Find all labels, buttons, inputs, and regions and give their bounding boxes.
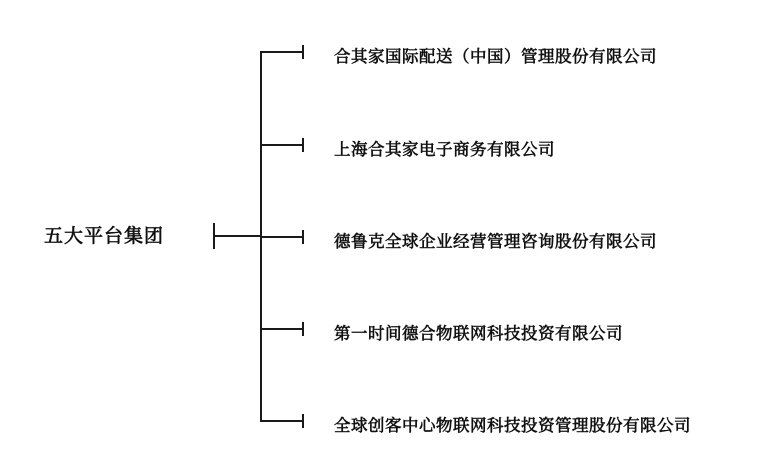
branch-line-5: [260, 420, 304, 422]
branch-tick-1: [302, 45, 304, 59]
branch-tick-5: [302, 414, 304, 428]
root-connector-stem: [213, 235, 261, 237]
branch-tick-3: [302, 230, 304, 244]
branch-line-1: [260, 51, 304, 53]
branch-tick-4: [302, 322, 304, 336]
leaf-node-label-3: 德鲁克全球企业经营管理咨询股份有限公司: [334, 233, 657, 251]
leaf-node-label-4: 第一时间德合物联网科技投资有限公司: [334, 325, 623, 343]
branch-tick-2: [302, 138, 304, 152]
leaf-node-label-5: 全球创客中心物联网科技投资管理股份有限公司: [334, 417, 691, 435]
leaf-node-label-2: 上海合其家电子商务有限公司: [334, 141, 555, 159]
leaf-node-label-1: 合其家国际配送（中国）管理股份有限公司: [334, 48, 657, 66]
branch-line-2: [260, 144, 304, 146]
branch-line-4: [260, 328, 304, 330]
root-node-label: 五大平台集团: [44, 226, 165, 247]
branch-line-3: [260, 236, 304, 238]
